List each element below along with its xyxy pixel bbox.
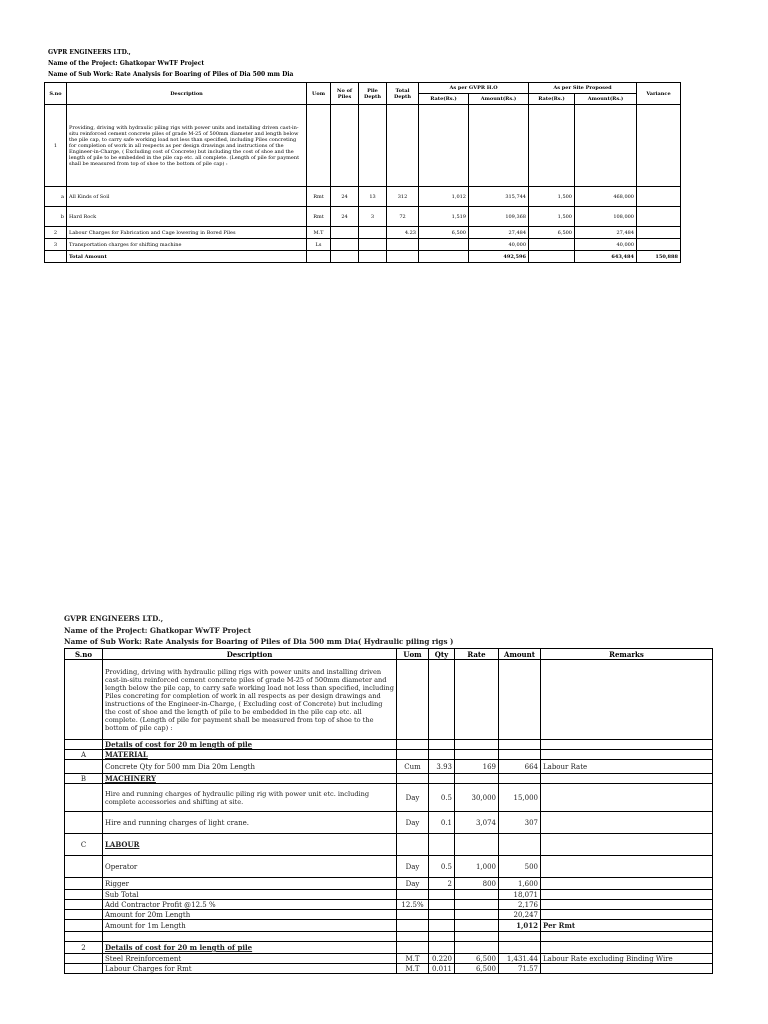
cell-rate: 800 (455, 878, 499, 890)
cell-desc: Sub Total (103, 890, 397, 900)
col-rate-site: Rate(Rs.) (529, 94, 575, 105)
cell-desc: Hire and running charges of light crane. (103, 812, 397, 834)
sheet2-subwork: Name of Sub Work: Rate Analysis for Boaring of Piles of Dia 500 mm Dia( Hydraulic piling rigs ) (64, 637, 454, 646)
cell-uom: Day (397, 812, 429, 834)
col-pile-depth: Pile Depth (359, 83, 387, 105)
cell-sno: A (65, 750, 103, 760)
details-heading: Details of cost for 20 m length of pile (103, 740, 397, 750)
section-title: LABOUR (103, 834, 397, 856)
cell-amt1: 27,484 (469, 227, 529, 239)
cell-qty: 3.93 (429, 760, 455, 774)
total-row (45, 251, 681, 263)
cell-sno: b (45, 207, 67, 227)
cell-sno: 2 (65, 942, 103, 954)
cell-desc: Rigger (103, 878, 397, 890)
table-row (65, 964, 713, 974)
col-amount: Amount (499, 649, 541, 660)
sheet1-subwork: Name of Sub Work: Rate Analysis for Boaring of Piles of Dia 500 mm Dia (48, 71, 294, 78)
table-row (45, 239, 681, 251)
item-description: Providing, driving with hydraulic piling rigs with power units and installing driven cast-in-situ reinforced cement concrete piles of grade M-25 of 500mm diameter and length below the pile cap, to carry safe working load not less than specified, including Piles concreting for completion of work in all respects as per design drawings and instructions of the Engineer-in-Charge, ( Excluding cost of Concrete) but including the cost of shoe and the length of pile to be embedded in the pile cap etc. all complete. (Length of pile for payment shall be measured from top of shoe to the bottom of pile cap) : (103, 660, 397, 740)
cell-sno: 2 (45, 227, 67, 239)
sheet1-table (44, 82, 681, 263)
cell-desc: Transportation charges for shifting machine (67, 239, 307, 251)
cell-uom: Cum (397, 760, 429, 774)
table-row (65, 660, 713, 740)
sheet2-company: GVPR ENGINEERS LTD., (64, 614, 164, 623)
cell-amount: 1,600 (499, 878, 541, 890)
details-heading: Details of cost for 20 m length of pile (103, 942, 397, 954)
cell-qty: 0.5 (429, 784, 455, 812)
cell-qty: 0.1 (429, 812, 455, 834)
cell-sno: a (45, 187, 67, 207)
table-row (65, 920, 713, 932)
col-remarks: Remarks (541, 649, 713, 660)
col-description: Description (67, 83, 307, 105)
cell-desc: Concrete Qty for 500 mm Dia 20m Length (103, 760, 397, 774)
cell-depth: 13 (359, 187, 387, 207)
cell-amount: 18,071 (499, 890, 541, 900)
table-row (65, 740, 713, 750)
cell-amount: 1,431.44 (499, 954, 541, 964)
col-sno: S.no (65, 649, 103, 660)
cell-desc: Hard Rock (67, 207, 307, 227)
cell-uom: Rmt (307, 207, 331, 227)
table-row (65, 784, 713, 812)
cell-sno: C (65, 834, 103, 856)
cell-rate: 6,500 (455, 954, 499, 964)
cell-desc: Add Contractor Profit @12.5 % (103, 900, 397, 910)
cell-amt2: 468,000 (575, 187, 637, 207)
col-amount-gvpr: Amount(Rs.) (469, 94, 529, 105)
cell-amt2: 108,000 (575, 207, 637, 227)
total-amt2: 643,484 (575, 251, 637, 263)
section-title: MATERIAL (103, 750, 397, 760)
cell-remarks: Per Rmt (541, 920, 713, 932)
cell-total: 72 (387, 207, 419, 227)
cell-amount: 307 (499, 812, 541, 834)
cell-desc: All Kinds of Soil (67, 187, 307, 207)
table-row (45, 105, 681, 187)
cell-depth: 3 (359, 207, 387, 227)
sheet1-project: Name of the Project: Ghatkopar WwTF Project (48, 60, 205, 67)
cell-amt2: 27,484 (575, 227, 637, 239)
cell-rate2: 6,500 (529, 227, 575, 239)
col-amount-site: Amount(Rs.) (575, 94, 637, 105)
cell-amt1: 315,744 (469, 187, 529, 207)
cell-qty: 0.5 (429, 856, 455, 878)
cell-uom: 12.5% (397, 900, 429, 910)
col-no-piles: No of Piles (331, 83, 359, 105)
cell-uom: M.T (397, 954, 429, 964)
table-row (45, 227, 681, 239)
sheet1-company: GVPR ENGINEERS LTD., (48, 49, 131, 56)
cell-qty: 0.220 (429, 954, 455, 964)
sheet2-project: Name of the Project: Ghatkopar WwTF Project (64, 626, 252, 635)
cell-desc: Steel Rreinforcement (103, 954, 397, 964)
cell-amount: 20,247 (499, 910, 541, 920)
table-row (65, 856, 713, 878)
col-rate-gvpr: Rate(Rs.) (419, 94, 469, 105)
cell-amount: 664 (499, 760, 541, 774)
table-row (45, 187, 681, 207)
item-description: Providing, driving with hydraulic piling rigs with power units and installing driven cast-in-situ reinforced cement concrete piles of grade M-25 of 500mm diameter and length below the pile cap, to carry safe working load not less than specified, including Piles concreting for completion of work in all respects as per design drawings and instructions of the Engineer-in-Charge, ( Excluding cost of Concrete) but including the cost of shoe and the length of pile to be embedded in the pile cap etc. all complete. (Length of pile for payment shall be measured from top of shoe to the bottom of pile cap) : (67, 105, 307, 187)
cell-rate1: 1,519 (419, 207, 469, 227)
table-row (45, 207, 681, 227)
cell-sno: 3 (45, 239, 67, 251)
table-row (65, 812, 713, 834)
cell-amt2: 40,000 (575, 239, 637, 251)
cell-amount: 2,176 (499, 900, 541, 910)
cell-rate1: 1,012 (419, 187, 469, 207)
section-row (65, 750, 713, 760)
table-row (65, 890, 713, 900)
cell-total: 312 (387, 187, 419, 207)
cell-remarks: Labour Rate excluding Binding Wire (541, 954, 713, 964)
col-total-depth: Total Depth (387, 83, 419, 105)
table-row (65, 878, 713, 890)
cell-uom: Ls (307, 239, 331, 251)
cell-desc: Amount for 20m Length (103, 910, 397, 920)
section-title: MACHINERY (103, 774, 397, 784)
cell-amount: 1,012 (499, 920, 541, 932)
cell-desc: Labour Charges for Rmt (103, 964, 397, 974)
cell-piles: 24 (331, 207, 359, 227)
cell-rate2: 1,500 (529, 207, 575, 227)
cell-amount: 71.57 (499, 964, 541, 974)
col-uom: Uom (307, 83, 331, 105)
cell-sno: B (65, 774, 103, 784)
cell-qty: 2 (429, 878, 455, 890)
col-sno: S.no (45, 83, 67, 105)
cell-rate: 3,074 (455, 812, 499, 834)
item-sno: 1 (45, 105, 67, 187)
col-uom: Uom (397, 649, 429, 660)
cell-desc: Amount for 1m Length (103, 920, 397, 932)
cell-uom: Day (397, 856, 429, 878)
cell-qty: 0.011 (429, 964, 455, 974)
sheet2-table (64, 648, 713, 974)
cell-uom: Day (397, 784, 429, 812)
table-row (65, 910, 713, 920)
cell-rate: 169 (455, 760, 499, 774)
col-description: Description (103, 649, 397, 660)
section-row (65, 774, 713, 784)
table-row (65, 954, 713, 964)
table-row (65, 932, 713, 942)
col-gvpr: As per GVPR H.O (419, 83, 529, 94)
cell-uom: Day (397, 878, 429, 890)
total-amt1: 492,596 (469, 251, 529, 263)
cell-desc: Labour Charges for Fabrication and Cage lowering in Bored Piles (67, 227, 307, 239)
cell-uom: M.T (307, 227, 331, 239)
cell-amt1: 109,368 (469, 207, 529, 227)
table-row (65, 900, 713, 910)
total-label: Total Amount (67, 251, 307, 263)
cell-rate1: 6,500 (419, 227, 469, 239)
cell-piles: 24 (331, 187, 359, 207)
total-variance: 150,888 (637, 251, 681, 263)
cell-desc: Operator (103, 856, 397, 878)
cell-desc: Hire and running charges of hydraulic piling rig with power unit etc. including complete accessories and shifting at site. (103, 784, 397, 812)
cell-amount: 15,000 (499, 784, 541, 812)
cell-total: 4.23 (387, 227, 419, 239)
section-row (65, 834, 713, 856)
col-variance: Variance (637, 83, 681, 105)
table-row (65, 760, 713, 774)
cell-uom: Rmt (307, 187, 331, 207)
col-rate: Rate (455, 649, 499, 660)
cell-rate2: 1,500 (529, 187, 575, 207)
col-site: As per Site Proposed (529, 83, 637, 94)
cell-remarks: Labour Rate (541, 760, 713, 774)
cell-amt1: 40,000 (469, 239, 529, 251)
cell-rate: 30,000 (455, 784, 499, 812)
cell-rate: 1,000 (455, 856, 499, 878)
cell-rate: 6,500 (455, 964, 499, 974)
cell-uom: M.T (397, 964, 429, 974)
cell-amount: 500 (499, 856, 541, 878)
col-qty: Qty (429, 649, 455, 660)
table-row (65, 942, 713, 954)
